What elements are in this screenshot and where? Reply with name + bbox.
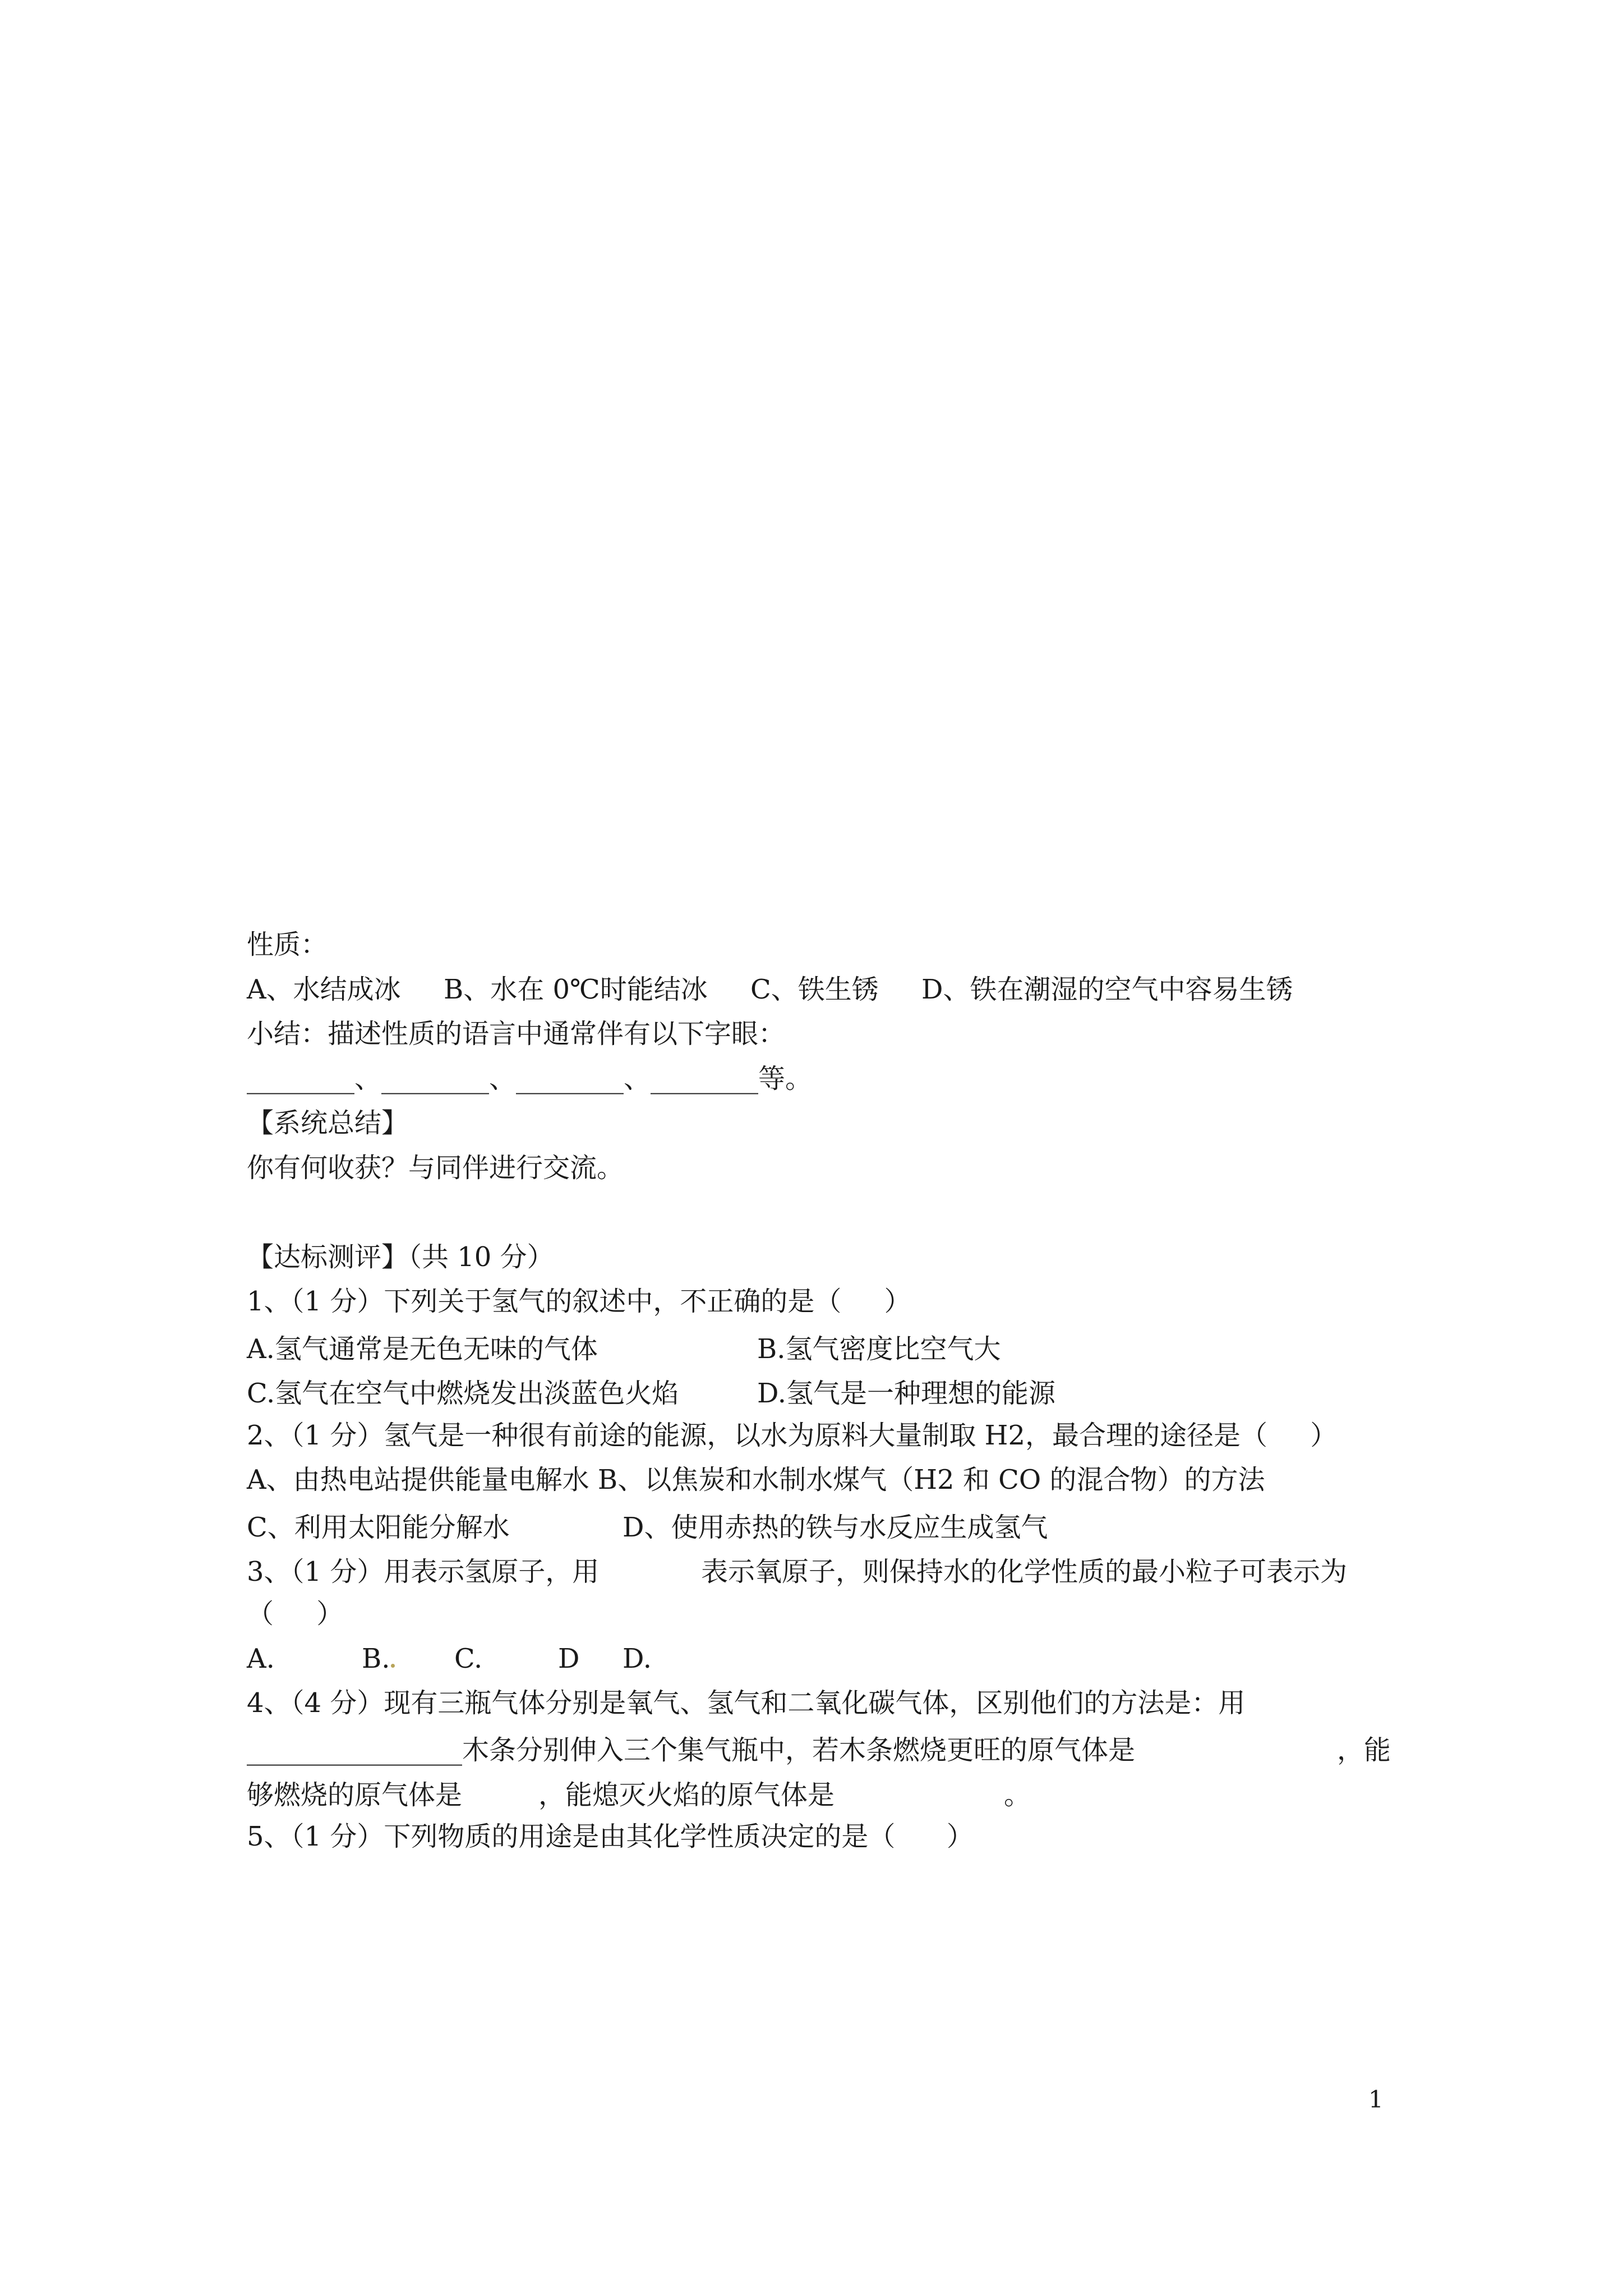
option-d: D [558,1642,580,1674]
worksheet-content [247,923,1391,1860]
option-d: D、使用赤热的铁与水反应生成氢气 [623,1511,1048,1543]
page-number: 1 [1368,2086,1384,2113]
question-2-options-ab: A、由热电站提供能量电解水 B、以焦炭和水制水煤气（H2 和 CO 的混合物）的方法 [247,1464,1265,1496]
question-4-part-1: ________________木条分别伸入三个集气瓶中，若木条燃烧更旺的原气体是 [247,1734,1136,1766]
mark-dot [390,1643,454,1674]
question-3-answer-paren: （ ） [247,1598,344,1630]
option-a: A.氢气通常是无色无味的气体 [247,1333,598,1365]
properties-heading: 性质： [247,929,328,960]
question-1-options-cd [247,1369,1391,1414]
question-2: 2、（1 分）氢气是一种很有前途的能源，以水为原料大量制取 H2，最合理的途径是（ ） [247,1419,1338,1451]
option-c: C.氢气在空气中燃烧发出淡蓝色火焰 [247,1378,679,1410]
question-4-part-5: 。 [1004,1779,1031,1811]
question-4-line-3 [247,1770,1391,1815]
summary-blanks: ________、________、________、________等。 [247,1062,813,1094]
question-4-part-3: 够燃烧的原气体是 [247,1779,463,1811]
question-1-options-ab [247,1324,1391,1369]
question-3-part-1: 3、（1 分）用表示氢原子，用 [247,1556,600,1588]
question-5: 5、（1 分）下列物质的用途是由其化学性质决定的是（ ） [247,1821,974,1852]
section-system-summary: 【系统总结】 [247,1107,409,1139]
question-1: 1、（1 分）下列关于氢气的叙述中，不正确的是（ ） [247,1286,911,1317]
option-b: B.氢气密度比空气大 [757,1333,1001,1365]
question-3 [247,1547,1391,1592]
question-2-options-cd [247,1503,1391,1548]
option-b: B. [362,1642,390,1674]
option-c: C. [454,1642,483,1674]
reflection-prompt: 你有何收获？与同伴进行交流。 [247,1152,624,1184]
question-4-part-4: ，能熄灭火焰的原气体是 [538,1779,835,1811]
option-d-alt: D. [623,1642,652,1674]
option-d: D.氢气是一种理想的能源 [757,1378,1056,1410]
summary-prompt: 小结：描述性质的语言中通常伴有以下字眼： [247,1018,786,1050]
question-4-line-2 [247,1726,1391,1770]
option-a: A. [247,1642,275,1674]
question-3-part-2: 表示氧原子，则保持水的化学性质的最小粒子可表示为 [701,1556,1348,1588]
question-3-options [247,1636,1391,1681]
spacer [247,1190,1391,1235]
question-4: 4、（4 分）现有三瓶气体分别是氧气、氢气和二氧化碳气体，区别他们的方法是：用 [247,1687,1246,1719]
dot-mark [391,1664,395,1668]
option-c: C、利用太阳能分解水 [247,1511,510,1543]
properties-options: A、水结成冰 B、水在 0℃时能结冰 C、铁生锈 D、铁在潮湿的空气中容易生锈 [247,973,1293,1005]
question-4-part-2: ，能 [1336,1734,1391,1766]
section-assessment: 【达标测评】（共 10 分） [247,1241,554,1273]
